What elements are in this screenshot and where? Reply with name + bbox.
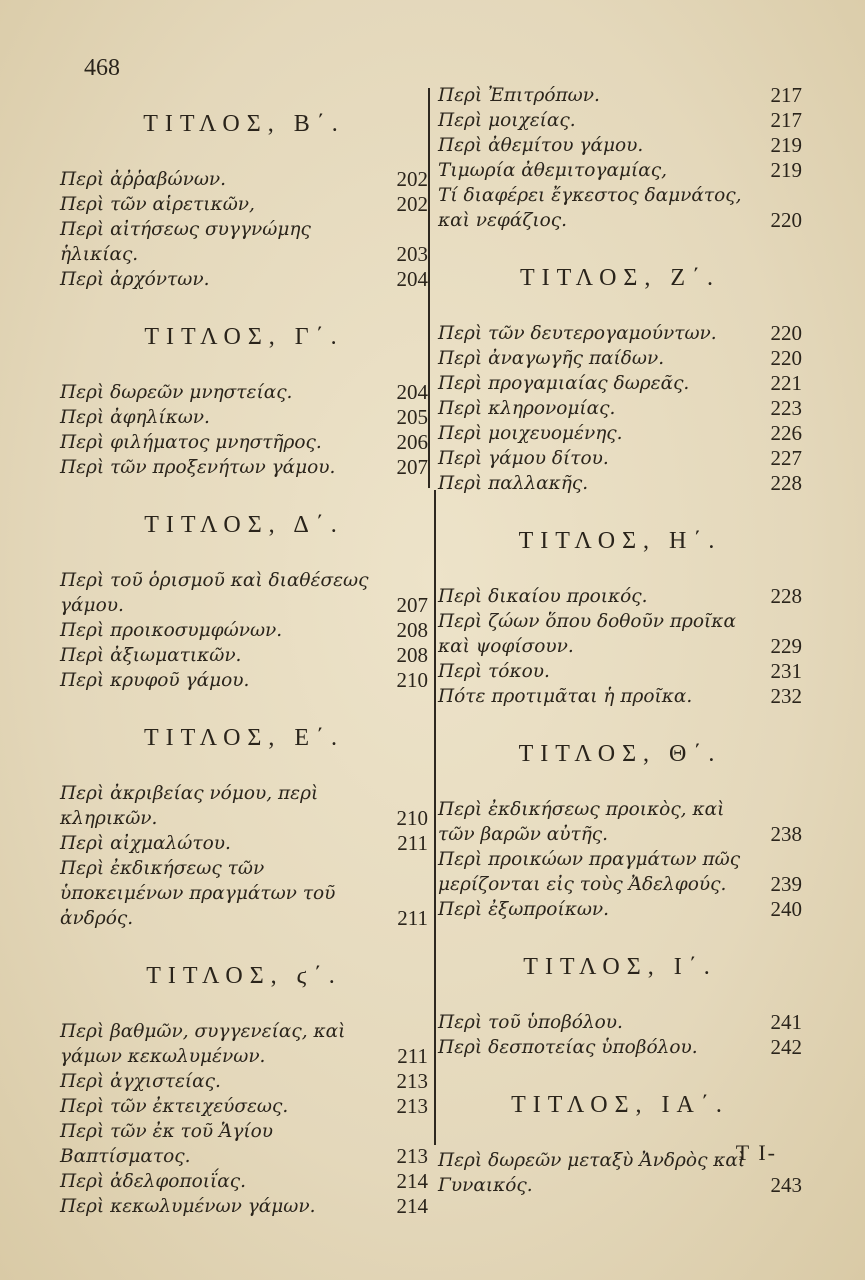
entry-title: Περὶ τόκου.: [438, 661, 550, 682]
section-heading: ΤΙΤΛΟΣ, Ζ΄.: [519, 265, 721, 291]
index-entry: [438, 684, 802, 709]
entry-page-number: 227: [770, 446, 802, 470]
entry-title: Πότε προτιμᾶται ἡ προῖκα.: [438, 686, 693, 707]
entry-page-number: 204: [396, 380, 428, 404]
entry-page-number: 211: [397, 906, 428, 930]
entry-page-number: 242: [770, 1035, 802, 1059]
index-entry: [60, 1194, 428, 1219]
entry-title: Τί διαφέρει ἔγκεστος δαμνάτος, καὶ νεφάζιος.: [438, 185, 742, 231]
page-number: 468: [84, 55, 120, 81]
entry-title: Περὶ ἀφηλίκων.: [60, 407, 210, 428]
index-entry: [438, 421, 802, 446]
section-heading: ΤΙΤΛΟΣ, Δ΄.: [144, 512, 344, 538]
index-entry: [438, 371, 802, 396]
index-section: [60, 322, 428, 506]
right-column: [438, 83, 802, 1224]
column-divider-lower: [434, 490, 436, 1145]
entry-page-number: 214: [396, 1169, 428, 1193]
index-entry: [438, 83, 802, 108]
section-heading: ΤΙΤΛΟΣ, Θ΄.: [518, 741, 722, 767]
entry-page-number: 210: [396, 806, 428, 830]
entry-page-number: 221: [770, 371, 802, 395]
entry-title: Περὶ κληρονομίας.: [438, 398, 616, 419]
entry-page-number: 211: [397, 831, 428, 855]
entry-title: Περὶ τῶν αἱρετικῶν,: [60, 194, 255, 215]
entry-title: Περὶ παλλακῆς.: [438, 473, 589, 494]
entry-title: Περὶ ἀρχόντων.: [60, 269, 210, 290]
entry-title: Περὶ κρυφοῦ γάμου.: [60, 670, 250, 691]
left-column: [60, 105, 428, 1245]
entry-page-number: 232: [770, 684, 802, 708]
index-entry: [438, 346, 802, 371]
index-section: [438, 739, 802, 948]
index-section: [438, 263, 802, 522]
entry-title: Περὶ τῶν προξενήτων γάμου.: [60, 457, 336, 478]
index-entry: [438, 609, 802, 659]
entry-title: Περὶ ἀκριβείας νόμου, περὶ κληρικῶν.: [60, 783, 319, 829]
entry-title: Τιμωρία ἀθεμιτογαμίας,: [438, 160, 667, 181]
entry-page-number: 202: [396, 167, 428, 191]
entry-page-number: 220: [770, 208, 802, 232]
entry-page-number: 226: [770, 421, 802, 445]
entry-page-number: 213: [396, 1069, 428, 1093]
index-entry: [438, 396, 802, 421]
entry-title: Περὶ δωρεῶν μνηστείας.: [60, 382, 293, 403]
index-section: [60, 723, 428, 957]
entry-title: Περὶ τῶν δευτερογαμούντων.: [438, 323, 717, 344]
index-entry: [60, 1169, 428, 1194]
entry-title: Περὶ τοῦ ὁρισμοῦ καὶ διαθέσεως γάμου.: [60, 570, 369, 616]
index-entry: [60, 455, 428, 480]
entry-title: Περὶ Ἐπιτρόπων.: [438, 85, 600, 106]
entry-page-number: 238: [770, 822, 802, 846]
entry-title: Περὶ προικοσυμφώνων.: [60, 620, 283, 641]
index-entry: [438, 847, 802, 897]
index-section: [60, 109, 428, 318]
entry-page-number: 207: [396, 593, 428, 617]
index-entry: [60, 618, 428, 643]
index-entry: [438, 183, 802, 233]
index-section: [60, 961, 428, 1245]
index-entry: [60, 781, 428, 831]
index-entry: [438, 897, 802, 922]
entry-page-number: 229: [770, 634, 802, 658]
index-entry: [60, 405, 428, 430]
index-section: [438, 952, 802, 1086]
entry-page-number: 239: [770, 872, 802, 896]
index-entry: [60, 1094, 428, 1119]
section-heading: ΤΙΤΛΟΣ, Γ΄.: [144, 324, 344, 350]
entry-page-number: 219: [770, 133, 802, 157]
section-heading: ΤΙΤΛΟΣ, ΙΑ΄.: [511, 1092, 729, 1118]
entry-page-number: 217: [770, 83, 802, 107]
index-entry: [438, 446, 802, 471]
entry-page-number: 208: [396, 643, 428, 667]
entry-page-number: 241: [770, 1010, 802, 1034]
entry-title: Περὶ δωρεῶν μεταξὺ Ἀνδρὸς καὶ Γυναικός.: [438, 1150, 746, 1196]
entry-title: Περὶ ἐξωπροίκων.: [438, 899, 610, 920]
index-entry: [438, 108, 802, 133]
index-entry: [60, 1119, 428, 1169]
entry-page-number: 202: [396, 192, 428, 216]
entry-page-number: 217: [770, 108, 802, 132]
entry-page-number: 220: [770, 321, 802, 345]
index-entry: [60, 380, 428, 405]
entry-title: Περὶ ζώων ὅπου δοθοῦν προῖκα καὶ ψοφίσουν.: [438, 611, 736, 657]
entry-title: Περὶ αἰχμαλώτου.: [60, 833, 231, 854]
section-heading: ΤΙΤΛΟΣ, ϛ΄.: [146, 963, 342, 989]
index-entry: [438, 1010, 802, 1035]
index-entry: [438, 471, 802, 496]
entry-title: Περὶ προγαμιαίας δωρεᾶς.: [438, 373, 690, 394]
index-entry: [60, 267, 428, 292]
index-entry: [60, 568, 428, 618]
index-entry: [438, 1035, 802, 1060]
index-entry: [438, 321, 802, 346]
entry-page-number: 214: [396, 1194, 428, 1218]
entry-page-number: 223: [770, 396, 802, 420]
entry-page-number: 213: [396, 1144, 428, 1168]
entry-title: Περὶ τῶν ἐκ τοῦ Ἁγίου Βαπτίσματος.: [60, 1121, 274, 1167]
entry-page-number: 203: [396, 242, 428, 266]
entry-page-number: 204: [396, 267, 428, 291]
index-entry: [60, 856, 428, 931]
column-divider-upper: [428, 88, 430, 488]
entry-title: Περὶ φιλήματος μνηστῆρος.: [60, 432, 322, 453]
section-heading: ΤΙΤΛΟΣ, Β΄.: [143, 111, 345, 137]
entry-page-number: 228: [770, 584, 802, 608]
section-heading: ΤΙΤΛΟΣ, Ι΄.: [523, 954, 717, 980]
entry-title: Περὶ δεσποτείας ὑποβόλου.: [438, 1037, 698, 1058]
index-entry: [60, 831, 428, 856]
entry-page-number: 206: [396, 430, 428, 454]
entry-title: Περὶ ἀναγωγῆς παίδων.: [438, 348, 665, 369]
index-entry: [60, 1069, 428, 1094]
index-entry: [60, 167, 428, 192]
entry-title: Περὶ κεκωλυμένων γάμων.: [60, 1196, 316, 1217]
index-section: [60, 510, 428, 719]
index-entry: [60, 643, 428, 668]
entry-title: Περὶ γάμου δίτου.: [438, 448, 609, 469]
entry-title: Περὶ ἀθεμίτου γάμου.: [438, 135, 644, 156]
entry-page-number: 207: [396, 455, 428, 479]
entry-title: Περὶ ἀγχιστείας.: [60, 1071, 221, 1092]
entry-page-number: 240: [770, 897, 802, 921]
entry-page-number: 211: [397, 1044, 428, 1068]
section-heading: ΤΙΤΛΟΣ, Η΄.: [518, 528, 722, 554]
entry-title: Περὶ ἐκδικήσεως τῶν ὑποκειμένων πραγμάτων τοῦ ἀνδρός.: [60, 858, 336, 929]
entry-page-number: 231: [770, 659, 802, 683]
entry-title: Περὶ μοιχευομένης.: [438, 423, 623, 444]
entry-page-number: 220: [770, 346, 802, 370]
entry-title: Περὶ ἐκδικήσεως προικὸς, καὶ τῶν βαρῶν αὐτῆς.: [438, 799, 725, 845]
index-entry: [438, 584, 802, 609]
index-entry: [60, 192, 428, 217]
index-entry: [438, 659, 802, 684]
catchword: T I-: [735, 1140, 777, 1165]
index-entry: [60, 1019, 428, 1069]
entry-page-number: 205: [396, 405, 428, 429]
entry-title: Περὶ μοιχείας.: [438, 110, 576, 131]
index-entry: [438, 797, 802, 847]
index-entry: [60, 430, 428, 455]
entry-title: Περὶ ἀῤῥαβώνων.: [60, 169, 227, 190]
entry-title: Περὶ προικώων πραγμάτων πῶς μερίζονται εἰς τοὺς Ἀδελφούς.: [438, 849, 741, 895]
entry-title: Περὶ βαθμῶν, συγγενείας, καὶ γάμων κεκωλυμένων.: [60, 1021, 346, 1067]
index-entry: [60, 668, 428, 693]
entry-title: Περὶ ἀξιωματικῶν.: [60, 645, 242, 666]
entry-title: Περὶ δικαίου προικός.: [438, 586, 648, 607]
entry-title: Περὶ τῶν ἐκτειχεύσεως.: [60, 1096, 289, 1117]
entry-page-number: 208: [396, 618, 428, 642]
entry-page-number: 210: [396, 668, 428, 692]
index-entry: [438, 158, 802, 183]
section-heading: ΤΙΤΛΟΣ, Ε΄.: [143, 725, 345, 751]
entry-page-number: 243: [770, 1173, 802, 1197]
entry-page-number: 219: [770, 158, 802, 182]
index-section: [438, 526, 802, 735]
entry-page-number: 213: [396, 1094, 428, 1118]
entry-title: Περὶ τοῦ ὑποβόλου.: [438, 1012, 623, 1033]
entry-title: Περὶ ἀδελφοποιΐας.: [60, 1171, 246, 1192]
index-entry: [438, 133, 802, 158]
entry-title: Περὶ αἰτήσεως συγγνώμης ἡλικίας.: [60, 219, 311, 265]
entry-page-number: 228: [770, 471, 802, 495]
index-section: [438, 83, 802, 259]
index-entry: [60, 217, 428, 267]
